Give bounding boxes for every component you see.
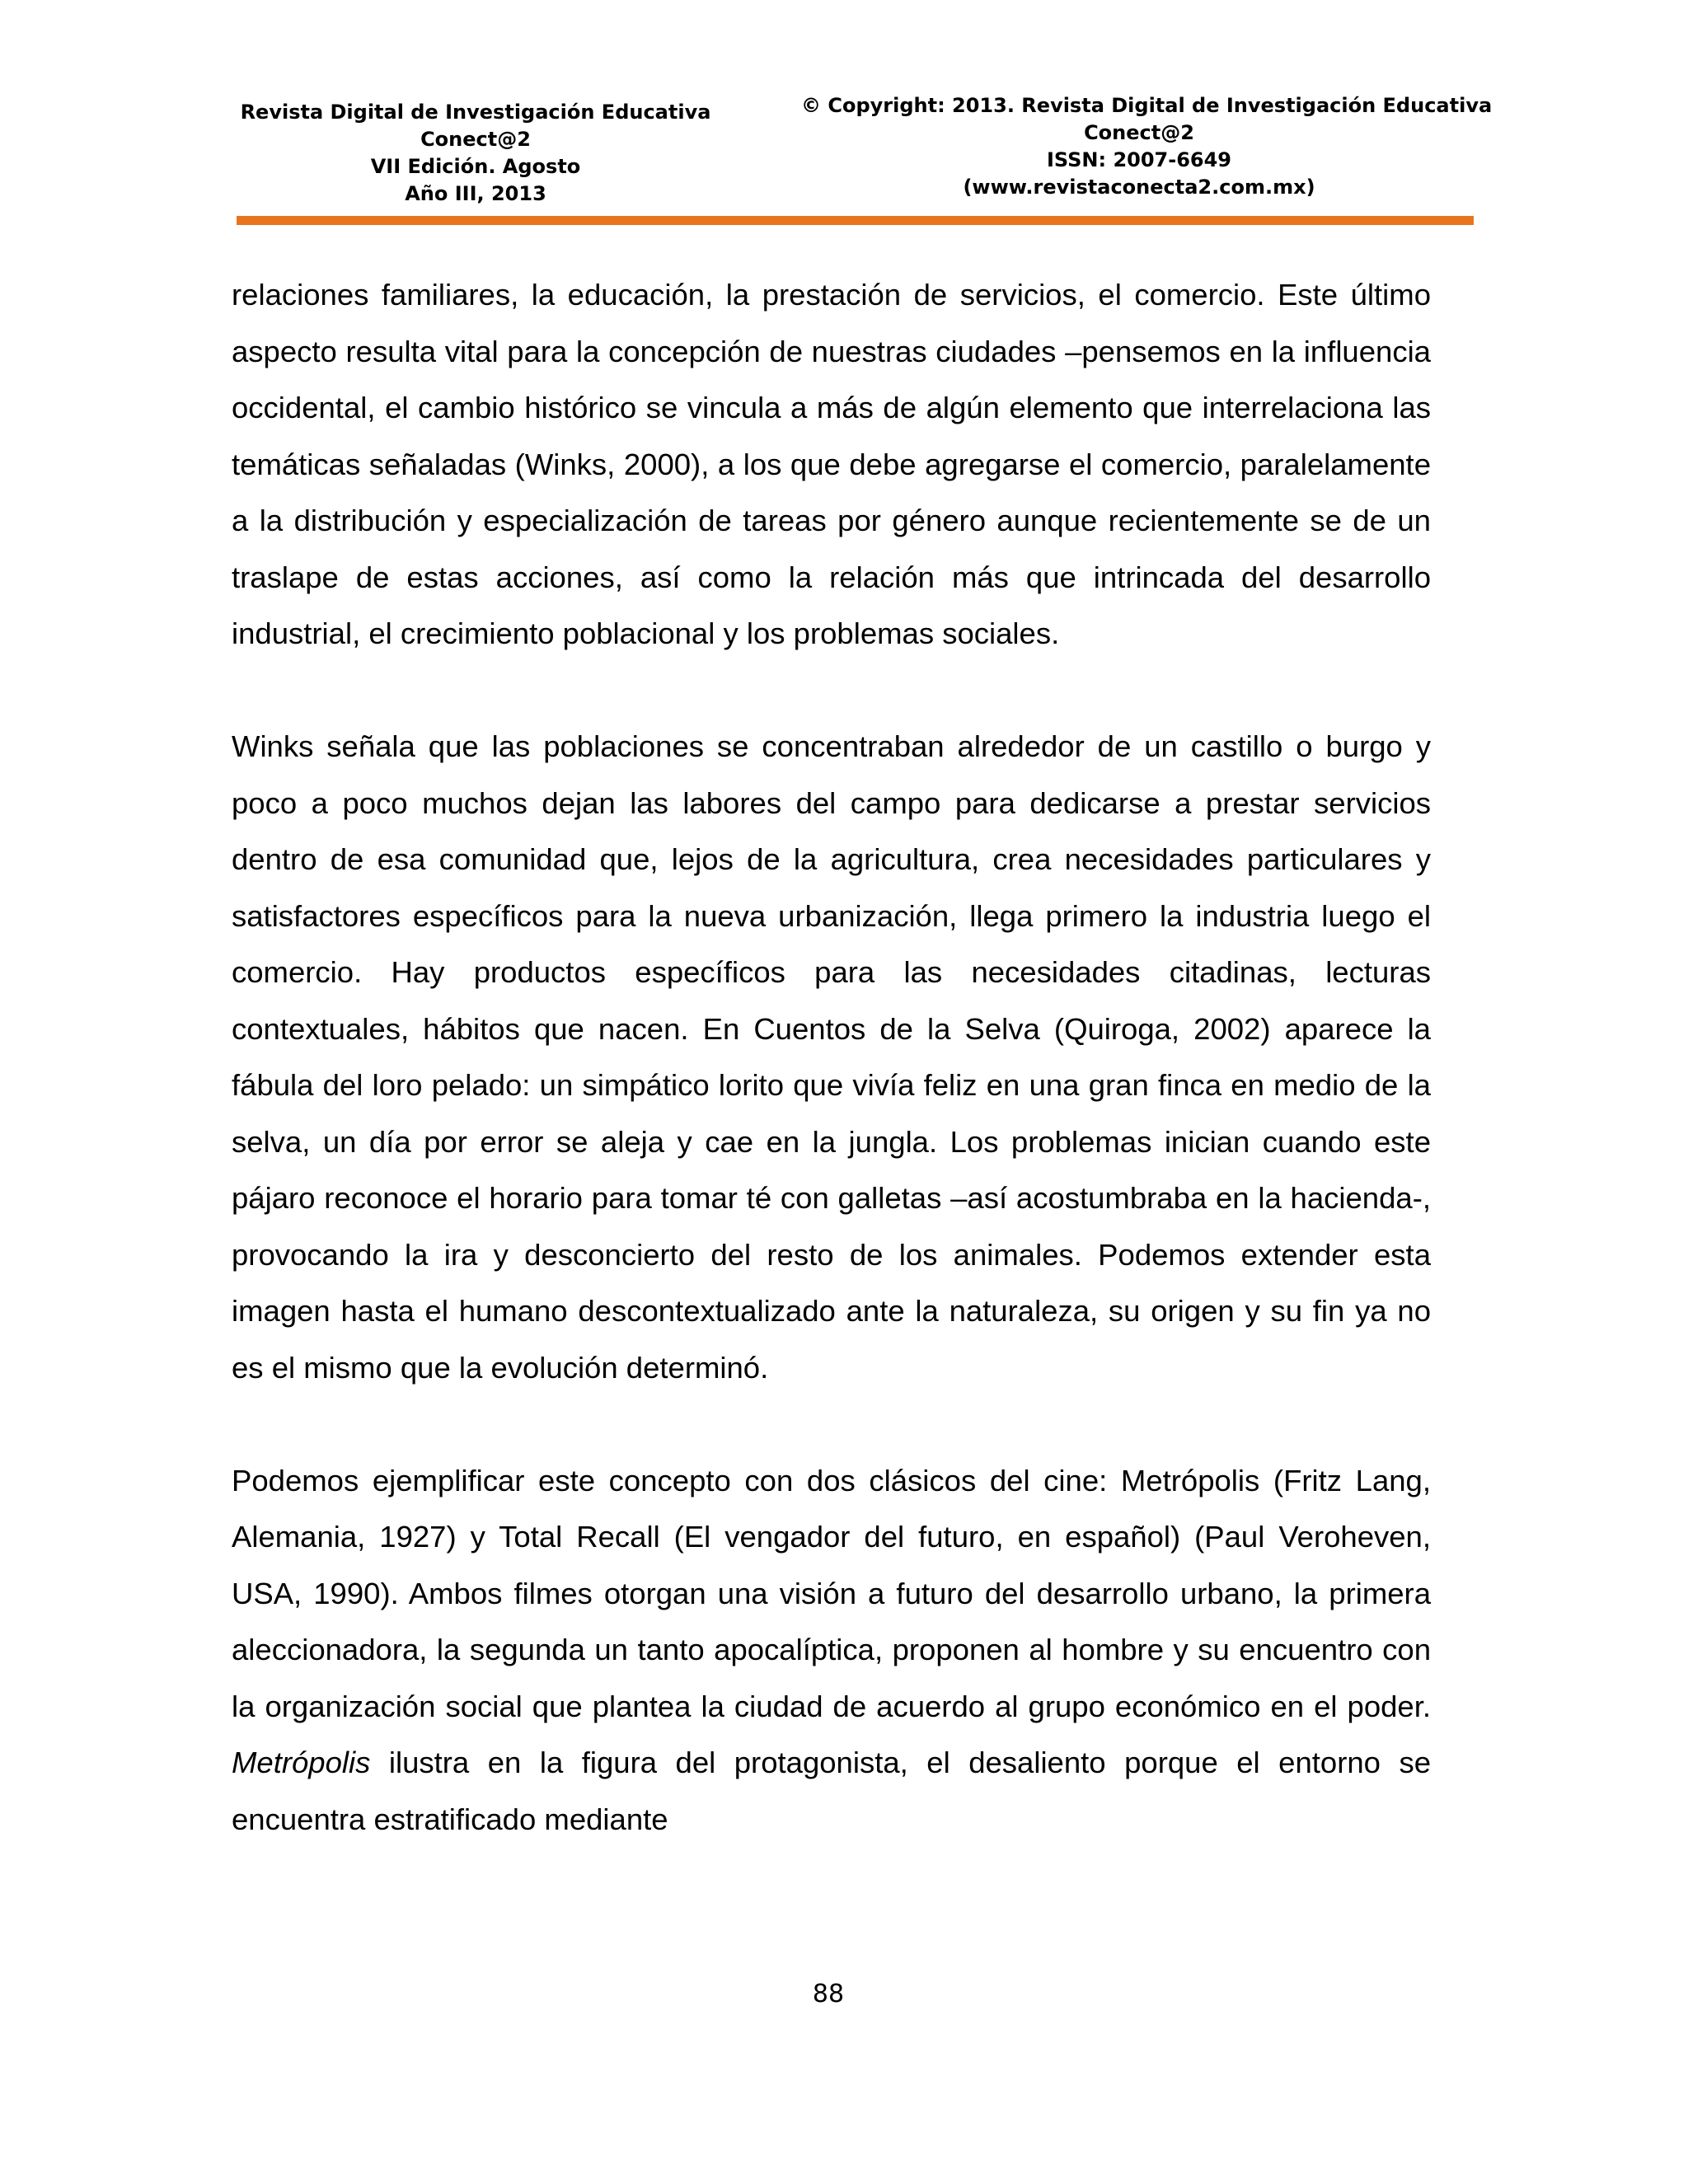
header-divider bbox=[237, 216, 1474, 225]
page-number: 88 bbox=[812, 1980, 845, 2008]
journal-name: Conect@2 bbox=[420, 128, 531, 151]
copyright-journal-name: Conect@2 bbox=[1084, 121, 1194, 144]
paragraph-3 bbox=[232, 1453, 1431, 1849]
journal-title: Revista Digital de Investigación Educativa bbox=[240, 101, 711, 124]
paragraph-1: relaciones familiares, la educación, la prestación de servicios, el comercio. Este último aspecto resulta vital para la concepción de nuestras ciudades –pensemos en la influencia occidental, el cambio histórico se vincula a más de algún elemento que interrelaciona las temáticas señaladas (Winks, 2000), a los que debe agregarse el comercio, paralelamente a la distribución y especialización de tareas por género aunque recientemente se de un traslape de estas acciones, así como la relación más que intrincada del desarrollo industrial, el crecimiento poblacional y los problemas sociales. bbox=[232, 278, 1431, 650]
copyright-line: © Copyright: 2013. Revista Digital de Investigación Educativa bbox=[801, 94, 1493, 117]
page-header bbox=[237, 92, 1493, 224]
year: Año III, 2013 bbox=[405, 182, 546, 205]
issn: ISSN: 2007-6649 bbox=[1046, 148, 1231, 171]
paragraph-3-text-a: Podemos ejemplificar este concepto con dos clásicos del cine: Metrópolis (Fritz Lang, Alemania, 1927) y Total Recall (El vengador del futuro, en español) (Paul Veroheven, USA, 1990). Ambos filmes otorgan una visión a futuro del desarrollo urbano, la primera aleccionadora, la segunda un tanto apocalíptica, proponen al hombre y su encuentro con la organización social que plantea la ciudad de acuerdo al grupo económico en el poder. bbox=[232, 1463, 1431, 1723]
paragraph-2: Winks señala que las poblaciones se concentraban alrededor de un castillo o burgo y poco a poco muchos dejan las labores del campo para dedicarse a prestar servicios dentro de esa comunidad que, lejos de la agricultura, crea necesidades particulares y satisfactores específicos para la nueva urbanización, llega primero la industria luego el comercio. Hay productos específicos para las necesidades citadinas, lecturas contextuales, hábitos que nacen. En Cuentos de la Selva (Quiroga, 2002) aparece la fábula del loro pelado: un simpático lorito que vivía feliz en una gran finca en medio de la selva, un día por error se aleja y cae en la jungla. Los problemas inician cuando este pájaro reconoce el horario para tomar té con galletas –así acostumbraba en la hacienda-, provocando la ira y desconcierto del resto de los animales. Podemos extender esta imagen hasta el humano descontextualizado ante la naturaleza, su origen y su fin ya no es el mismo que la evolución determinó. bbox=[232, 729, 1431, 1385]
paragraph-3-text-b: ilustra en la figura del protagonista, el desaliento porque el entorno se encuentra estratificado mediante bbox=[232, 1746, 1431, 1836]
edition: VII Edición. Agosto bbox=[370, 155, 581, 178]
paragraph-3-film-title: Metrópolis bbox=[232, 1746, 371, 1779]
journal-info bbox=[237, 99, 715, 208]
website: (www.revistaconecta2.com.mx) bbox=[963, 176, 1315, 199]
copyright-info bbox=[801, 92, 1493, 201]
article-body bbox=[232, 267, 1431, 1848]
